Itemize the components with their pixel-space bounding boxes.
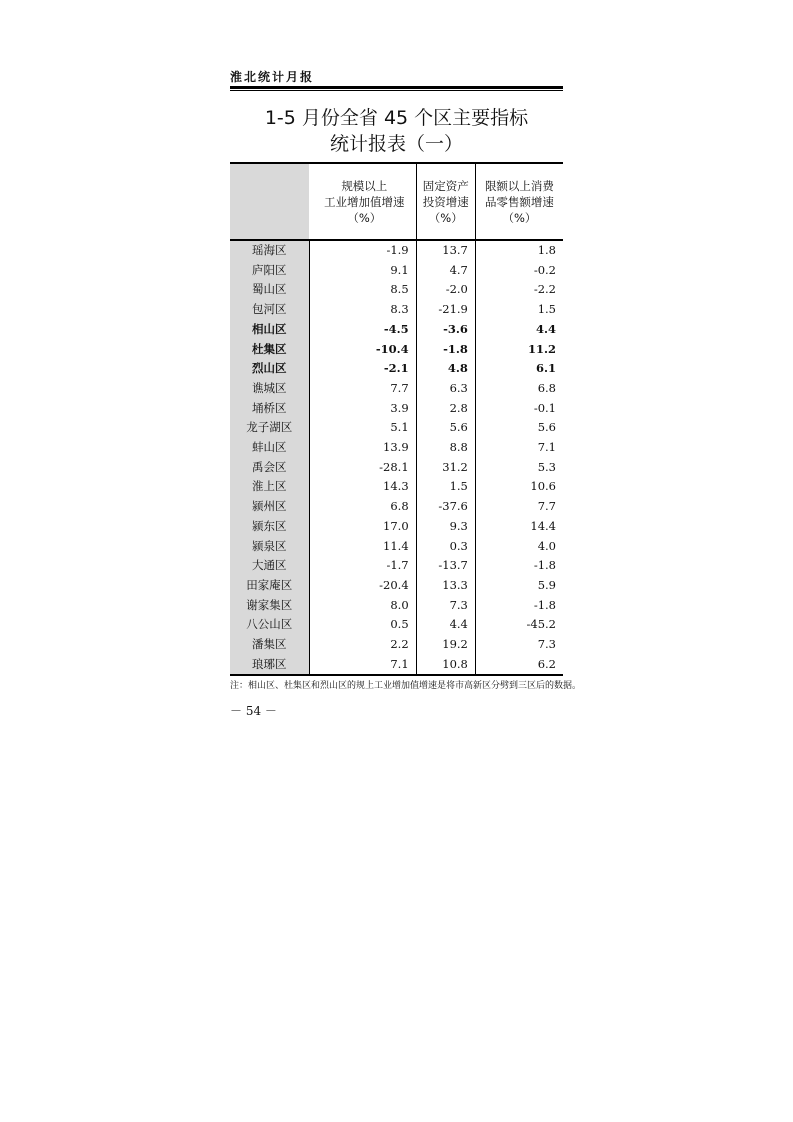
table-row (230, 399, 563, 419)
column-header-investment (416, 163, 475, 240)
table-row (230, 458, 563, 478)
table-row (230, 655, 563, 676)
investment-growth-cell: 5.6 (416, 418, 475, 438)
district-name-cell: 田家庵区 (230, 576, 309, 596)
industrial-growth-cell: 7.7 (309, 379, 416, 399)
investment-growth-cell: -2.0 (416, 280, 475, 300)
industrial-growth-cell: 6.8 (309, 497, 416, 517)
investment-growth-cell: 10.8 (416, 655, 475, 676)
column-header-line: （%） (428, 210, 463, 225)
retail-growth-cell: -2.2 (533, 282, 556, 297)
industrial-growth-cell: 2.2 (309, 635, 416, 655)
investment-growth-cell: -13.7 (416, 556, 475, 576)
district-name-cell: 埇桥区 (230, 399, 309, 419)
column-header-line: 投资增速 (422, 194, 469, 209)
industrial-growth-cell: 9.1 (309, 261, 416, 281)
table-row (230, 379, 563, 399)
table-row (230, 240, 563, 261)
district-name-cell: 八公山区 (230, 615, 309, 635)
district-name-cell: 龙子湖区 (230, 418, 309, 438)
table-row (230, 615, 563, 635)
table-title-line-1: 1-5 月份全省 45 个区主要指标 (264, 107, 529, 129)
investment-growth-cell: -21.9 (416, 300, 475, 320)
retail-growth-cell: 6.2 (475, 655, 563, 676)
district-name-cell: 大通区 (230, 556, 309, 576)
industrial-growth-cell: 11.4 (309, 537, 416, 557)
table-row (230, 556, 563, 576)
investment-growth-cell: 9.3 (416, 517, 475, 537)
district-name-cell: 蚌山区 (230, 438, 309, 458)
investment-growth-cell: -37.6 (416, 497, 475, 517)
page-number: － 54 － (230, 704, 277, 718)
table-row (230, 261, 563, 281)
district-name-cell: 瑶海区 (230, 240, 309, 261)
investment-growth-cell: 13.7 (416, 240, 475, 261)
industrial-growth-cell: 3.9 (309, 399, 416, 419)
industrial-growth-cell: 5.1 (309, 418, 416, 438)
table-row (230, 477, 563, 497)
retail-growth-cell: 6.8 (537, 380, 556, 395)
header-rule-thin (230, 90, 563, 91)
industrial-growth-cell: 8.3 (309, 300, 416, 320)
industrial-growth-cell: 17.0 (309, 517, 416, 537)
district-name-cell: 颍东区 (230, 517, 309, 537)
corner-cell (230, 163, 309, 240)
table-row (230, 596, 563, 616)
column-header-line: 限额以上消费 (484, 178, 554, 193)
table-row (230, 359, 563, 379)
table-row (230, 320, 563, 340)
industrial-growth-cell: -20.4 (309, 576, 416, 596)
table-row (230, 635, 563, 655)
table-footnote: 注：相山区、杜集区和烈山区的规上工业增加值增速是将市高新区分劈到三区后的数据。 (230, 681, 582, 691)
investment-growth-cell: 1.5 (416, 477, 475, 497)
district-name-cell: 烈山区 (230, 359, 309, 379)
industrial-growth-cell: 8.5 (309, 280, 416, 300)
column-header-retail (475, 163, 563, 240)
table-row (230, 300, 563, 320)
district-name-cell: 相山区 (230, 320, 309, 340)
industrial-growth-cell: 0.5 (309, 615, 416, 635)
district-name-cell: 包河区 (230, 300, 309, 320)
retail-growth-cell: 7.1 (537, 440, 556, 455)
retail-growth-cell: 10.6 (530, 479, 556, 494)
industrial-growth-cell: -4.5 (309, 320, 416, 340)
retail-growth-cell: 5.9 (537, 577, 556, 592)
retail-growth-cell: 4.4 (535, 321, 556, 336)
retail-growth-cell: -0.2 (533, 262, 556, 277)
district-name-cell: 蜀山区 (230, 280, 309, 300)
running-header: 淮北统计月报 (230, 70, 315, 84)
column-header-line: 工业增加值增速 (324, 194, 405, 209)
table-row (230, 438, 563, 458)
table-row (230, 340, 563, 360)
industrial-growth-cell: 7.1 (309, 655, 416, 676)
district-name-cell: 谢家集区 (230, 596, 309, 616)
industrial-growth-cell: -1.7 (309, 556, 416, 576)
industrial-growth-cell: 13.9 (309, 438, 416, 458)
investment-growth-cell: 6.3 (416, 379, 475, 399)
investment-growth-cell: 13.3 (416, 576, 475, 596)
industrial-growth-cell: 8.0 (309, 596, 416, 616)
retail-growth-cell: 11.2 (527, 341, 556, 356)
industrial-growth-cell: -1.9 (309, 240, 416, 261)
table-header-row (230, 163, 563, 240)
table-row (230, 280, 563, 300)
retail-growth-cell: 6.1 (535, 361, 556, 376)
industrial-growth-cell: -28.1 (309, 458, 416, 478)
retail-growth-cell: 1.5 (537, 302, 556, 317)
statistics-table (230, 162, 563, 676)
retail-growth-cell: 1.8 (537, 243, 556, 257)
investment-growth-cell: 8.8 (416, 438, 475, 458)
investment-growth-cell: 7.3 (416, 596, 475, 616)
district-name-cell: 谯城区 (230, 379, 309, 399)
investment-growth-cell: -3.6 (416, 320, 475, 340)
retail-growth-cell: -0.1 (533, 400, 556, 415)
retail-growth-cell: 7.7 (537, 499, 556, 514)
column-header-line: 品零售额增速 (484, 194, 554, 209)
retail-growth-cell: -1.8 (533, 597, 556, 612)
retail-growth-cell: 7.3 (537, 637, 556, 652)
header-rule (230, 86, 563, 89)
investment-growth-cell: 31.2 (416, 458, 475, 478)
industrial-growth-cell: -10.4 (309, 340, 416, 360)
retail-growth-cell: -1.8 (533, 558, 556, 573)
retail-growth-cell: 5.6 (537, 420, 556, 435)
industrial-growth-cell: -2.1 (309, 359, 416, 379)
investment-growth-cell: 4.8 (416, 359, 475, 379)
retail-growth-cell: -45.2 (526, 617, 556, 632)
table-row (230, 576, 563, 596)
investment-growth-cell: 19.2 (416, 635, 475, 655)
investment-growth-cell: 4.7 (416, 261, 475, 281)
district-name-cell: 淮上区 (230, 477, 309, 497)
column-header-line: （%） (347, 210, 382, 225)
district-name-cell: 庐阳区 (230, 261, 309, 281)
column-header-line: 固定资产 (422, 178, 469, 193)
retail-growth-cell: 14.4 (530, 518, 556, 533)
investment-growth-cell: 0.3 (416, 537, 475, 557)
table-row (230, 418, 563, 438)
retail-growth-cell: 4.0 (537, 538, 556, 553)
table-row (230, 537, 563, 557)
table-row (230, 517, 563, 537)
district-name-cell: 颍州区 (230, 497, 309, 517)
retail-growth-cell: 5.3 (537, 459, 556, 474)
investment-growth-cell: 2.8 (416, 399, 475, 419)
district-name-cell: 颍泉区 (230, 537, 309, 557)
column-header-line: （%） (502, 210, 537, 225)
table-row (230, 497, 563, 517)
column-header-industrial (309, 163, 416, 240)
district-name-cell: 禹会区 (230, 458, 309, 478)
district-name-cell: 杜集区 (230, 340, 309, 360)
industrial-growth-cell: 14.3 (309, 477, 416, 497)
district-name-cell: 琅琊区 (230, 655, 309, 676)
investment-growth-cell: -1.8 (416, 340, 475, 360)
table-title-line-2: 统计报表（一） (329, 133, 463, 155)
district-name-cell: 潘集区 (230, 635, 309, 655)
column-header-line: 规模以上 (341, 178, 388, 193)
investment-growth-cell: 4.4 (416, 615, 475, 635)
